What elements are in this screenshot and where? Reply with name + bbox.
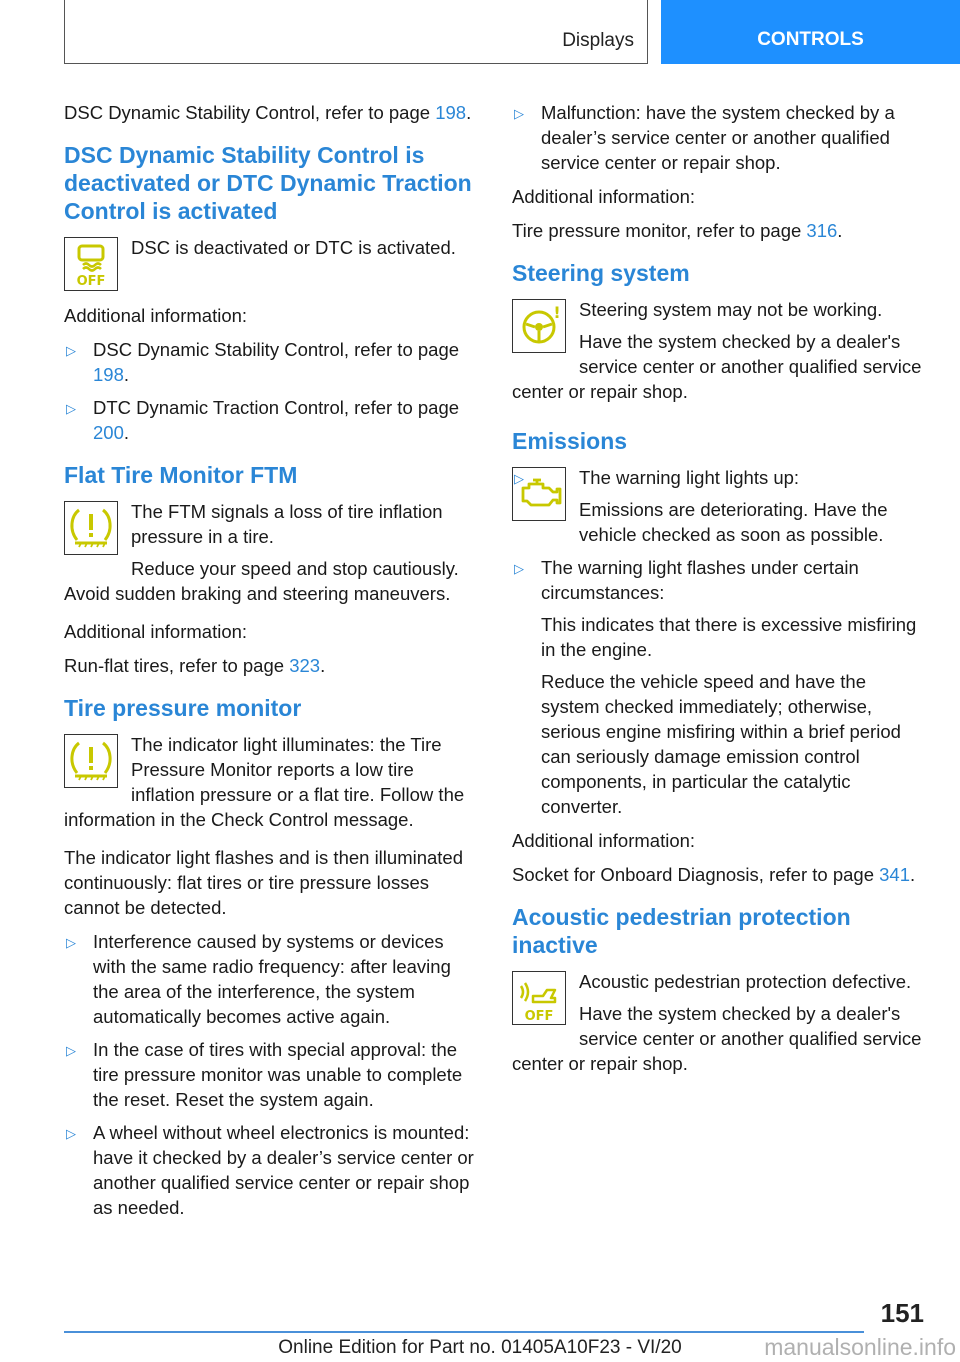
emissions-indicator-block xyxy=(512,465,926,555)
page-link[interactable]: 316 xyxy=(806,220,838,241)
page-number: 151 xyxy=(880,1298,924,1328)
footer-edition: Online Edition for Part no. 01405A10F23 - VI/20 xyxy=(278,1337,682,1358)
svg-text:!: ! xyxy=(553,303,561,322)
header-section-title: Displays xyxy=(562,30,634,51)
list-item: ▷ DTC Dynamic Traction Control, refer to page 200. xyxy=(66,397,460,443)
pedestrian-sound-off-icon xyxy=(512,971,566,1025)
header-tab-controls[interactable]: CONTROLS xyxy=(661,0,960,64)
footer-divider xyxy=(64,1331,864,1333)
bullet-triangle-icon: ▷ xyxy=(514,471,524,486)
emissions-additional-label: Additional information: xyxy=(512,830,696,851)
acoustic-text-1: Acoustic pedestrian protection defective. xyxy=(579,971,912,992)
list-item: ▷ The warning light flashes under certain circumstances: This indicates that there is excessive misfiring in the engine. Reduce the vehicle speed and have the system checked immediately; otherwise, serious engine misfiring within a brief period can seriously damage emission control components, in particular the catalytic converter. xyxy=(514,557,917,817)
dsc-off-icon xyxy=(64,237,118,291)
bullet-triangle-icon: ▷ xyxy=(66,343,76,358)
ftm-additional-label: Additional information: xyxy=(64,621,248,642)
tpm-heading: Tire pressure monitor xyxy=(64,695,302,721)
tpm-text-2: The indicator light flashes and is then illuminated continuously: flat tires or tire pressure losses cannot be detected. xyxy=(64,847,464,918)
list-item: ▷ The warning light lights up: Emissions are deteriorating. Have the vehicle checked as soon as possible. xyxy=(514,467,888,545)
ftm-heading: Flat Tire Monitor FTM xyxy=(64,462,298,488)
page-link[interactable]: 200 xyxy=(93,422,124,443)
tire-pressure-icon xyxy=(64,734,118,788)
list-item: ▷ DSC Dynamic Stability Control, refer to page 198. xyxy=(66,339,460,385)
steering-indicator-block xyxy=(512,297,926,411)
dsc-indicator-text: DSC is deactivated or DTC is activated. xyxy=(131,237,456,258)
bullet-triangle-icon: ▷ xyxy=(66,935,76,950)
tpm-additional-label: Additional information: xyxy=(512,186,696,207)
tire-warning-icon xyxy=(64,501,118,555)
left-column xyxy=(64,100,478,1229)
steering-text-2: Have the system checked by a dealer's service center or another qualified service center or repair shop. xyxy=(512,331,922,402)
page-link[interactable]: 198 xyxy=(93,364,124,385)
bullet-triangle-icon: ▷ xyxy=(514,561,524,576)
list-item: ▷ In the case of tires with special approval: the tire pressure monitor was unable to complete the reset. Reset the system again. xyxy=(66,1039,463,1110)
ftm-ref: Run-flat tires, refer to page 323. xyxy=(64,655,326,676)
bullet-triangle-icon: ▷ xyxy=(514,106,524,121)
tpm-indicator-block xyxy=(64,732,478,839)
emissions-list-b xyxy=(512,555,926,819)
svg-text:OFF: OFF xyxy=(76,274,106,289)
steering-heading: Steering system xyxy=(512,260,690,286)
dsc-ref-list xyxy=(64,337,478,445)
acoustic-heading: Acoustic pedestrian protection inactive xyxy=(512,904,851,958)
intro-ref: DSC Dynamic Stability Control, refer to page 198. xyxy=(64,102,472,123)
watermark: manualsonline.info xyxy=(764,1334,956,1360)
bullet-triangle-icon: ▷ xyxy=(66,1126,76,1141)
tpm-cause-list-cont xyxy=(512,100,926,175)
list-item: ▷ A wheel without wheel electronics is mounted: have it checked by a dealer’s service center or another qualified service center or repair shop as needed. xyxy=(66,1122,474,1218)
page-link[interactable]: 198 xyxy=(435,102,467,123)
ftm-text-1: The FTM signals a loss of tire inflation pressure in a tire. xyxy=(131,501,443,547)
steering-text-1: Steering system may not be working. xyxy=(579,299,883,320)
bullet-triangle-icon: ▷ xyxy=(66,1043,76,1058)
svg-text:OFF: OFF xyxy=(524,1009,554,1024)
tpm-cause-list xyxy=(64,929,478,1220)
dsc-additional-label: Additional information: xyxy=(64,305,248,326)
dsc-indicator-block xyxy=(64,235,478,297)
bullet-triangle-icon: ▷ xyxy=(66,401,76,416)
emissions-list-a xyxy=(512,465,926,547)
page-link[interactable]: 323 xyxy=(289,655,321,676)
acoustic-text-2: Have the system checked by a dealer's service center or another qualified service center or repair shop. xyxy=(512,1003,922,1074)
ftm-indicator-block xyxy=(64,499,478,613)
list-item: ▷ Malfunction: have the system checked by a dealer’s service center or another qualified service center or repair shop. xyxy=(514,102,895,173)
acoustic-indicator-block xyxy=(512,969,926,1083)
header-frame xyxy=(64,0,648,64)
list-item: ▷ Interference caused by systems or devices with the same radio frequency: after leaving the area of the interference, the system automatically becomes active again. xyxy=(66,931,451,1027)
tpm-ref: Tire pressure monitor, refer to page 316. xyxy=(512,220,843,241)
steering-warning-icon xyxy=(512,299,566,353)
right-column xyxy=(512,100,926,1089)
emissions-heading: Emissions xyxy=(512,428,628,454)
dsc-heading: DSC Dynamic Stability Control is deactivated or DTC Dynamic Traction Control is activated xyxy=(64,142,472,224)
tpm-text-1: The indicator light illuminates: the Tire Pressure Monitor reports a low tire inflation pressure or a flat tire. Follow the information in the Check Control message. xyxy=(64,734,465,830)
page-link[interactable]: 341 xyxy=(879,864,910,885)
ftm-text-2: Reduce your speed and stop cautiously. Avoid sudden braking and steering maneuvers. xyxy=(64,558,459,604)
emissions-ref: Socket for Onboard Diagnosis, refer to page 341. xyxy=(512,864,916,885)
